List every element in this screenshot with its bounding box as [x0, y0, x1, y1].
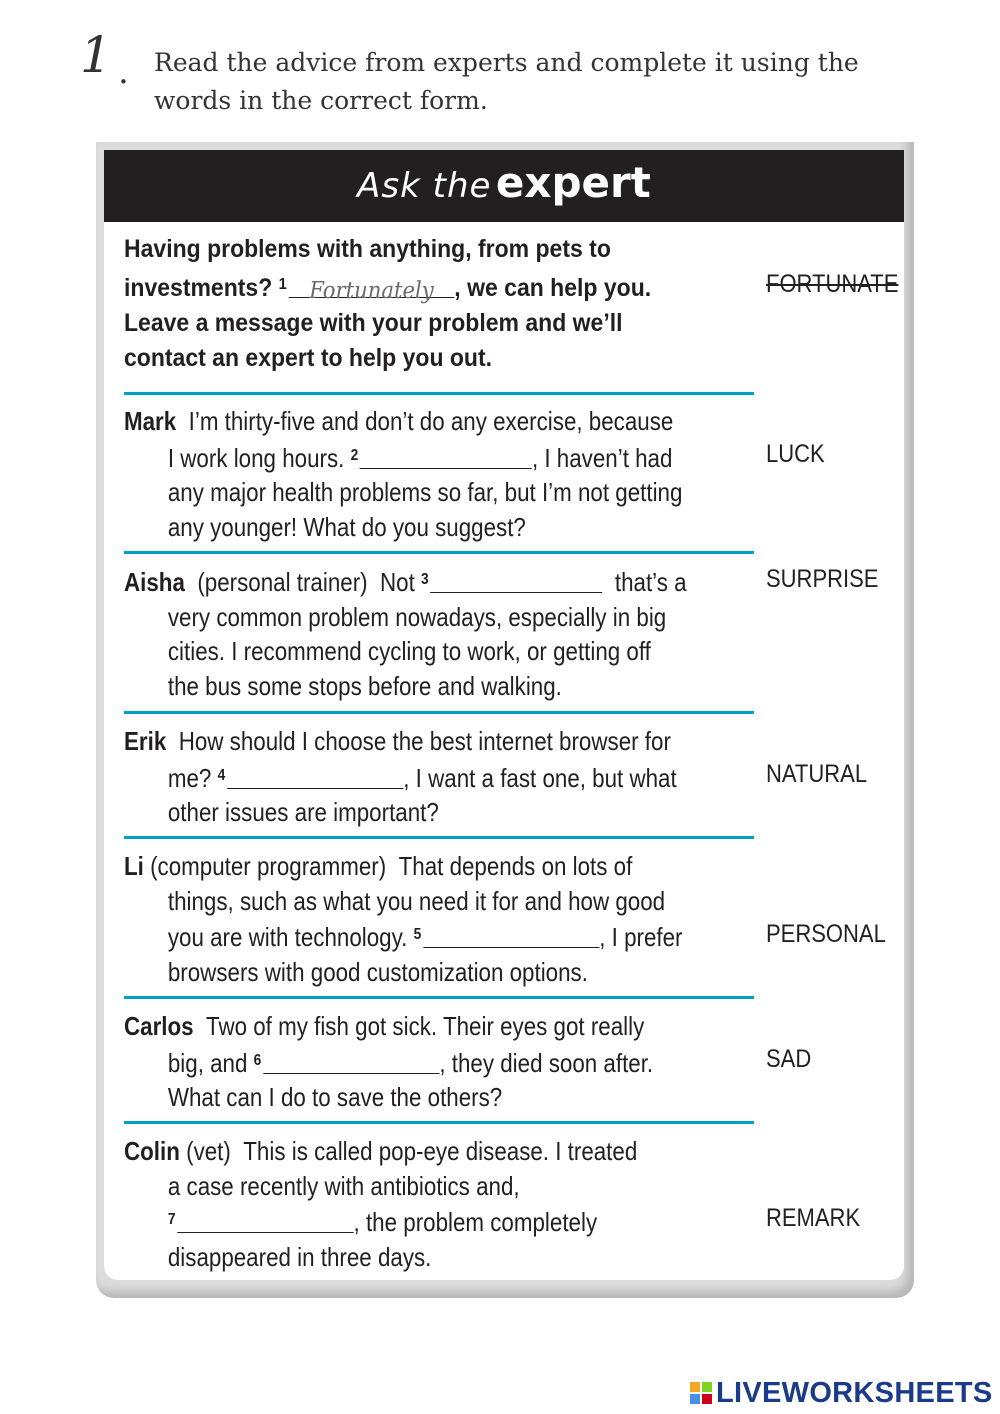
- divider: [124, 1121, 754, 1124]
- card-header: [104, 150, 904, 222]
- word-surprise: SURPRISE: [766, 565, 879, 593]
- intro-line: Leave a message with your problem and we’ll: [124, 309, 623, 337]
- gap-5-field[interactable]: [423, 923, 599, 948]
- entry-name: Aisha: [124, 567, 185, 597]
- entry-colin: Colin (vet) This is called pop-eye disease. I treated a case recently with antibiotics and, $^7$ , the problem completely disappeared in three days.: [124, 1136, 638, 1272]
- gap-number: 2: [350, 446, 359, 464]
- intro-line: Having problems with anything, from pets to: [124, 235, 611, 263]
- gap-6-field[interactable]: [263, 1049, 439, 1074]
- gap-2-field[interactable]: [360, 444, 532, 469]
- gap-number: 6: [253, 1051, 262, 1069]
- entry-carlos: Carlos Two of my fish got sick. Their eyes got really big, and $^6$ , they died soon after. What can I do to save the others?: [124, 1011, 654, 1112]
- gap-number: 7: [167, 1211, 176, 1228]
- gap-4-field[interactable]: [227, 764, 403, 789]
- gap-number: 1: [278, 276, 287, 293]
- exercise-number: 1: [80, 26, 112, 84]
- entry-name: Colin: [124, 1136, 180, 1166]
- intro-text: [124, 232, 704, 376]
- entry-mark: Mark I’m thirty-five and don’t do any exercise, because I work long hours. $^2$ , I haven’t had any major health problems so far, but I’m not getting any younger! What do you suggest?: [124, 406, 683, 542]
- entry-name: Carlos: [124, 1011, 194, 1041]
- gap-number: 5: [413, 926, 422, 943]
- word-natural: NATURAL: [766, 760, 868, 788]
- divider: [124, 392, 754, 395]
- gap-1-field[interactable]: [289, 273, 455, 304]
- gap-number: 4: [217, 766, 226, 784]
- divider: [124, 711, 754, 714]
- entry-erik: Erik How should I choose the best internet browser for me? $^4$ , I want a fast one, but what other issues are important?: [124, 726, 677, 827]
- gap-7-field[interactable]: [177, 1208, 353, 1233]
- logo-square: [702, 1382, 712, 1392]
- entry-name: Erik: [124, 726, 167, 756]
- entry-li: Li (computer programmer) That depends on lots of things, such as what you need it for and how good you are with technology. $^5$ , I prefer browsers with good customization options.: [124, 851, 683, 987]
- word-fortunate: FORTUNATE: [766, 270, 899, 298]
- logo-grid-icon: [690, 1382, 712, 1404]
- word-sad: SAD: [766, 1045, 812, 1073]
- logo-square: [702, 1394, 712, 1404]
- gap-1-answer: Fortunately: [309, 278, 434, 304]
- divider: [124, 836, 754, 839]
- logo-square: [690, 1382, 700, 1392]
- divider: [124, 551, 754, 554]
- logo-text: LIVEWORKSHEETS: [716, 1376, 993, 1409]
- intro-line: contact an expert to help you out.: [124, 344, 493, 372]
- exercise-instruction: Read the advice from experts and complete it using the words in the correct form.: [154, 48, 859, 115]
- header-title-main: expert: [495, 158, 651, 207]
- gap-number: 3: [421, 571, 429, 588]
- entry-name: Li: [124, 851, 144, 881]
- divider: [124, 996, 754, 999]
- word-personal: PERSONAL: [766, 920, 886, 948]
- word-luck: LUCK: [766, 440, 825, 468]
- liveworksheets-logo: [690, 1376, 993, 1410]
- intro-line: investments? $^1$ Fortunately , we can help you.: [124, 274, 652, 304]
- gap-3-field[interactable]: [430, 568, 602, 593]
- header-title-prefix: Ask the: [357, 166, 492, 206]
- entry-name: Mark: [124, 406, 177, 436]
- entry-aisha: Aisha (personal trainer) Not $^3$ that’s a very common problem nowadays, especially in big cities. I recommend cycling to work, or getting off the bus some stops before and walking.: [124, 567, 687, 701]
- word-remark: REMARK: [766, 1204, 861, 1232]
- exercise-number-dot: .: [118, 52, 129, 92]
- logo-square: [690, 1394, 700, 1404]
